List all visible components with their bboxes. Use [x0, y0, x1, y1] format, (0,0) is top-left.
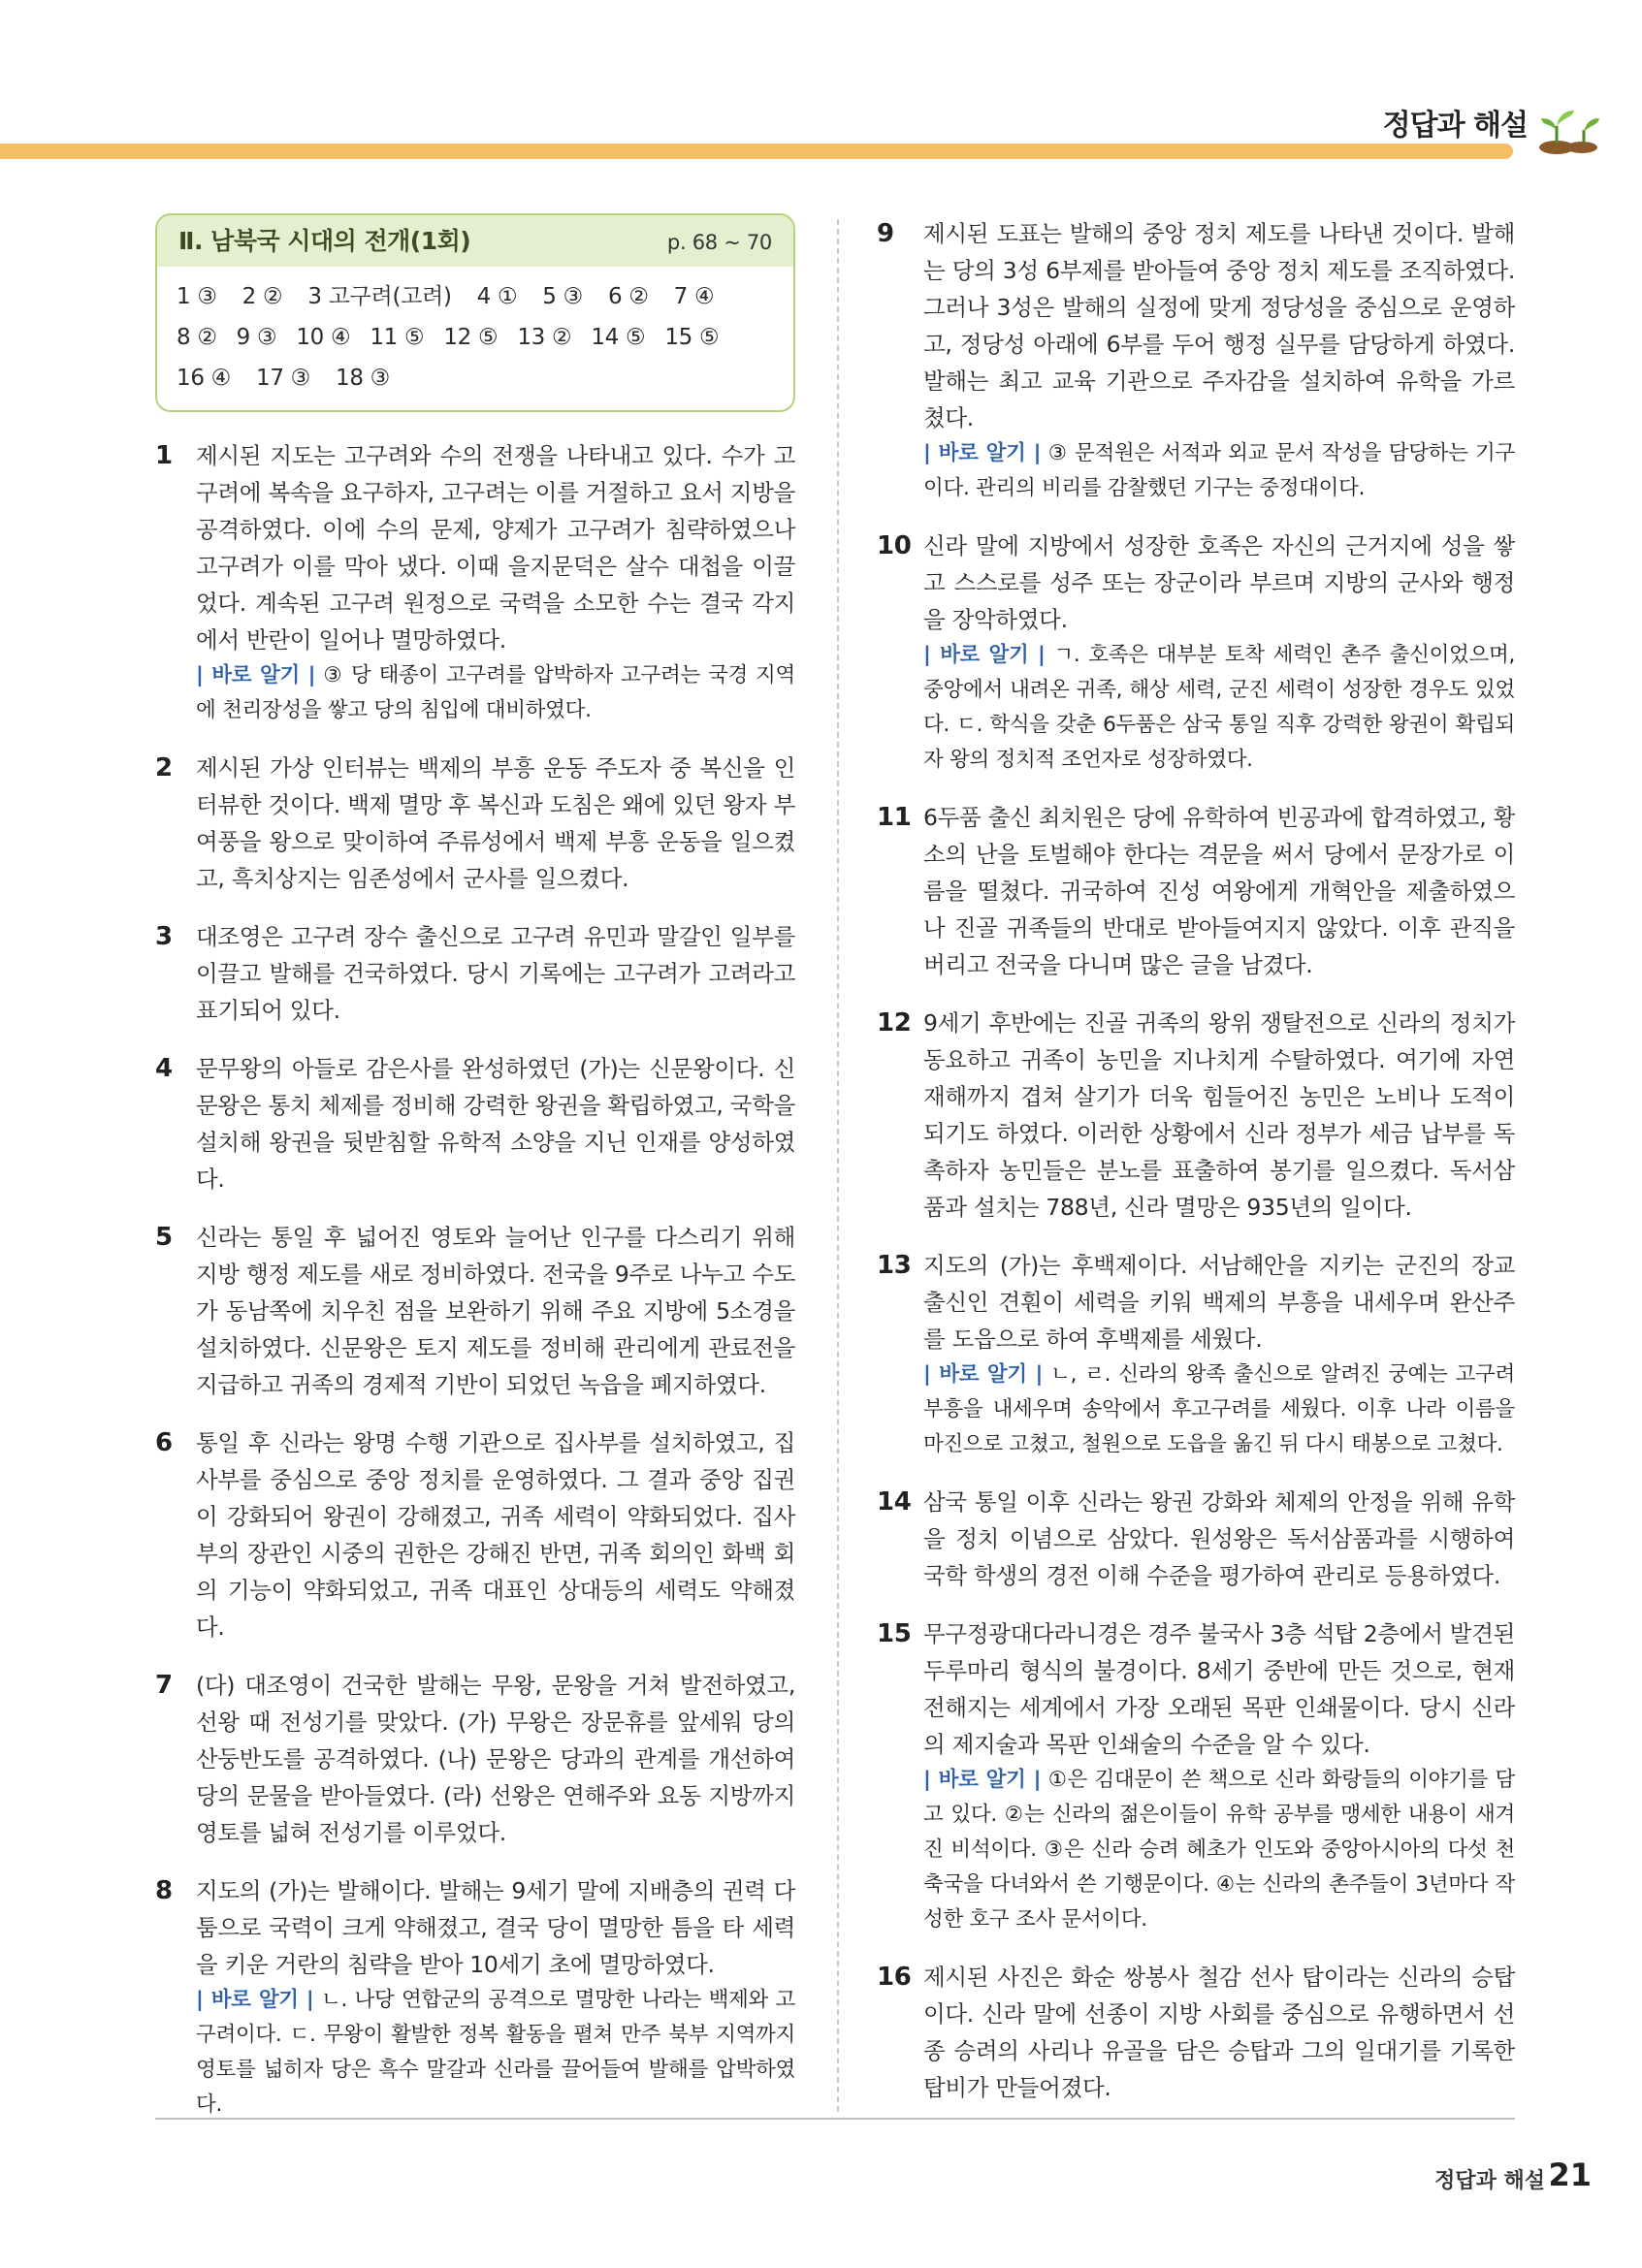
explanation-item — [879, 1484, 1515, 1594]
tip-text: ㄴ. 나당 연합군의 공격으로 멸망한 나라는 백제와 고구려이다. ㄷ. 무왕이 활발한 정복 활동을 펼쳐 만주 북부 지역까지 영토를 넓히자 당은 흑수 말갈과 신라를 끌어들여 발해를 압박하였다. — [196, 1988, 795, 2117]
answer: 3 고구려(고려) — [307, 284, 452, 309]
footer-label: 정답과 해설 — [1434, 2169, 1545, 2193]
tip-label: | 바로 알기 | — [196, 1988, 314, 2012]
sprout-icon — [1535, 97, 1603, 155]
item-number: 10 — [877, 531, 912, 560]
item-number: 11 — [877, 803, 912, 832]
answer-row — [177, 276, 774, 317]
answer: 11 ⑤ — [370, 325, 425, 350]
item-text: 문무왕의 아들로 감은사를 완성하였던 (가)는 신문왕이다. 신문왕은 통치 체제를 정비해 강력한 왕권을 확립하였고, 국학을 설치해 왕권을 뒷받침할 유학적 소양을 지닌 인재를 양성하였다. — [196, 1055, 795, 1193]
answer: 18 ③ — [336, 366, 390, 391]
item-number: 5 — [155, 1223, 173, 1252]
item-number: 3 — [155, 922, 173, 951]
item-text: 무구정광대다라니경은 경주 불국사 3층 석탑 2층에서 발견된 두루마리 형식의 불경이다. 8세기 중반에 만든 것으로, 현재 전해지는 세계에서 가장 오래된 목판 인쇄물이다. 당시 신라의 제지술과 목판 인쇄술의 수준을 알 수 있다. — [923, 1620, 1515, 1758]
item-text: 대조영은 고구려 장수 출신으로 고구려 유민과 말갈인 일부를 이끌고 발해를 건국하였다. 당시 기록에는 고구려가 고려라고 표기되어 있다. — [196, 923, 795, 1024]
left-column — [155, 213, 795, 2144]
tip-text: ㄴ, ㄹ. 신라의 왕족 출신으로 알려진 궁예는 고구려 부흥을 내세우며 송악에서 후고구려를 세웠다. 이후 나라 이름을 마진으로 고쳤고, 철원으로 도읍을 옮긴 뒤 다시 태봉으로 고쳤다. — [923, 1362, 1515, 1456]
item-number: 15 — [877, 1619, 912, 1648]
tip-label: | 바로 알기 | — [923, 1768, 1042, 1792]
answer: 10 ④ — [296, 325, 351, 350]
explanation-item — [155, 1667, 795, 1851]
item-text: 통일 후 신라는 왕명 수행 기관으로 집사부를 설치하였고, 집사부를 중심으로 중앙 정치를 운영하였다. 그 결과 중앙 집권이 강화되어 왕권이 강해졌고, 귀족 세력이 약화되었다. 집사부의 장관인 시중의 권한은 강해진 반면, 귀족 회의인 화백 회의 기능이 약화되었고, 귀족 대표인 상대등의 세력도 약해졌다. — [196, 1429, 795, 1641]
answer: 13 ② — [517, 325, 572, 350]
item-number: 13 — [877, 1251, 912, 1280]
item-tip — [923, 436, 1515, 506]
item-text: 9세기 후반에는 진골 귀족의 왕위 쟁탈전으로 신라의 정치가 동요하고 귀족이 농민을 지나치게 수탈하였다. 여기에 자연재해까지 겹쳐 살기가 더욱 힘들어진 농민은 노비나 도적이 되기도 하였다. 이러한 상황에서 신라 정부가 세금 납부를 독촉하자 농민들은 분노를 표출하여 봉기를 일으켰다. 독서삼품과 설치는 788년, 신라 멸망은 935년의 일이다. — [923, 1009, 1515, 1221]
item-text: 제시된 도표는 발해의 중앙 정치 제도를 나타낸 것이다. 발해는 당의 3성 6부제를 받아들여 중앙 정치 제도를 조직하였다. 그러나 3성은 발해의 실정에 맞게 정당성을 중심으로 운영하고, 정당성 아래에 6부를 두어 행정 실무를 담당하게 하였다. 발해는 최고 교육 기관으로 주자감을 설치하여 유학을 가르쳤다. — [923, 220, 1515, 431]
explanation-item — [155, 918, 795, 1029]
item-text: 신라 말에 지방에서 성장한 호족은 자신의 근거지에 성을 쌓고 스스로를 성주 또는 장군이라 부르며 지방의 군사와 행정을 장악하였다. — [923, 532, 1515, 633]
answer: 8 ② — [177, 325, 217, 350]
explanation-item — [879, 1959, 1515, 2106]
item-text: 제시된 지도는 고구려와 수의 전쟁을 나타내고 있다. 수가 고구려에 복속을 요구하자, 고구려는 이를 거절하고 요서 지방을 공격하였다. 이에 수의 문제, 양제가 고구려가 침략하였으나 고구려가 이를 막아 냈다. 이때 을지문덕은 살수 대첩을 이끌었다. 계속된 고구려 원정으로 국력을 소모한 수는 결국 각지에서 반란이 일어나 멸망하였다. — [196, 442, 795, 654]
tip-text: ③ 당 태종이 고구려를 압박하자 고구려는 국경 지역에 천리장성을 쌓고 당의 침입에 대비하였다. — [196, 663, 795, 722]
answer: 14 ⑤ — [591, 325, 646, 350]
header-title: 정답과 해설 — [1382, 109, 1528, 143]
column-divider — [837, 219, 839, 2112]
tip-text: ㄱ. 호족은 대부분 토착 세력인 촌주 출신이었으며, 중앙에서 내려온 귀족, 해상 세력, 군진 세력이 성장한 경우도 있었다. ㄷ. 학식을 갖춘 6두품은 삼국 통일 직후 강력한 왕권이 확립되자 왕의 정치적 조언자로 성장하였다. — [923, 643, 1515, 772]
right-column — [879, 215, 1515, 2127]
tip-text: ①은 김대문이 쓴 책으로 신라 화랑들의 이야기를 담고 있다. ②는 신라의 젊은이들이 유학 공부를 맹세한 내용이 새겨진 비석이다. ③은 신라 승려 혜초가 인도와 중앙아시아의 다섯 천축국을 다녀와서 쓴 기행문이다. ④는 신라의 촌주들이 3년마다 작성한 호구 조사 문서이다. — [923, 1768, 1515, 1932]
item-text: 지도의 (가)는 발해이다. 발해는 9세기 말에 지배층의 권력 다툼으로 국력이 크게 약해졌고, 결국 당이 멸망한 틈을 타 세력을 키운 거란의 침략을 받아 10세기 초에 멸망하였다. — [196, 1877, 795, 1978]
answer-row — [177, 358, 774, 399]
page-number: 21 — [1548, 2156, 1592, 2193]
item-number: 2 — [155, 753, 173, 783]
explanation-item — [879, 1247, 1515, 1462]
answer: 4 ① — [476, 284, 518, 309]
item-number: 1 — [155, 441, 173, 470]
item-number: 16 — [877, 1963, 912, 1992]
item-text: 삼국 통일 이후 신라는 왕권 강화와 체제의 안정을 위해 유학을 정치 이념으로 삼았다. 원성왕은 독서삼품과를 시행하여 국학 학생의 경전 이해 수준을 평가하여 관리로 등용하였다. — [923, 1488, 1515, 1589]
explanation-item — [155, 437, 795, 728]
explanation-item — [879, 1615, 1515, 1937]
footer-divider — [155, 2118, 1515, 2120]
explanation-item — [155, 1219, 795, 1403]
tip-label: | 바로 알기 | — [196, 663, 316, 687]
item-text: 제시된 사진은 화순 쌍봉사 철감 선사 탑이라는 신라의 승탑이다. 신라 말에 선종이 지방 사회를 중심으로 유행하면서 선종 승려의 사리나 유골을 담은 승탑과 그의 일대기를 기록한 탑비가 만들어졌다. — [923, 1964, 1515, 2101]
tip-label: | 바로 알기 | — [923, 1362, 1044, 1387]
explanation-item — [155, 1424, 795, 1645]
item-number: 14 — [877, 1487, 912, 1517]
answer: 7 ④ — [673, 284, 715, 309]
tip-text: ③ 문적원은 서적과 외교 문서 작성을 담당하는 기구이다. 관리의 비리를 감찰했던 기구는 중정대이다. — [923, 441, 1515, 500]
item-text: 지도의 (가)는 후백제이다. 서남해안을 지키는 군진의 장교 출신인 견훤이 세력을 키워 백제의 부흥을 내세우며 완산주를 도읍으로 하여 후백제를 세웠다. — [923, 1252, 1515, 1353]
answer-key-title: Ⅱ. 남북국 시대의 전개(1회) — [178, 227, 471, 255]
item-number: 6 — [155, 1428, 173, 1457]
answer-key-header — [157, 215, 793, 267]
item-text: 신라는 통일 후 넓어진 영토와 늘어난 인구를 다스리기 위해 지방 행정 제도를 새로 정비하였다. 전국을 9주로 나누고 수도가 동남쪽에 치우친 점을 보완하기 위해 주요 지방에 5소경을 설치하였다. 신문왕은 토지 제도를 정비해 관리에게 관료전을 지급하고 귀족의 경제적 기반이 되었던 녹읍을 폐지하였다. — [196, 1224, 795, 1398]
tip-label: | 바로 알기 | — [923, 643, 1046, 667]
explanation-item — [879, 527, 1515, 778]
item-number: 7 — [155, 1671, 173, 1700]
item-tip — [923, 638, 1515, 778]
explanation-item — [879, 215, 1515, 506]
item-number: 12 — [877, 1008, 912, 1038]
item-text: (다) 대조영이 건국한 발해는 무왕, 문왕을 거쳐 발전하였고, 선왕 때 전성기를 맞았다. (가) 무왕은 장문휴를 앞세워 당의 산둥반도를 공격하였다. (나) 문왕은 당과의 관계를 개선하여 당의 문물을 받아들였다. (라) 선왕은 연해주와 요동 지방까지 영토를 넓혀 전성기를 이루었다. — [196, 1672, 795, 1846]
answer: 16 ④ — [177, 366, 231, 391]
item-tip — [196, 658, 795, 728]
answer-key-pages: p. 68 ~ 70 — [666, 231, 772, 254]
item-number: 9 — [877, 219, 894, 248]
answer-key-box — [155, 213, 795, 412]
answer: 5 ③ — [542, 284, 583, 309]
answer: 17 ③ — [256, 366, 310, 391]
explanation-item — [879, 799, 1515, 983]
answer: 12 ⑤ — [443, 325, 499, 350]
answer: 1 ③ — [177, 284, 217, 309]
answer: 6 ② — [607, 284, 649, 309]
item-tip — [923, 1763, 1515, 1937]
answer: 9 ③ — [236, 325, 277, 350]
answer-key-body — [157, 267, 793, 410]
item-tip — [923, 1358, 1515, 1462]
item-text: 제시된 가상 인터뷰는 백제의 부흥 운동 주도자 중 복신을 인터뷰한 것이다. 백제 멸망 후 복신과 도침은 왜에 있던 왕자 부여풍을 왕으로 맞이하여 주류성에서 백제 부흥 운동을 일으켰고, 흑치상지는 임존성에서 군사를 일으켰다. — [196, 754, 795, 892]
item-text: 6두품 출신 최치원은 당에 유학하여 빈공과에 합격하였고, 황소의 난을 토벌해야 한다는 격문을 써서 당에서 문장가로 이름을 떨쳤다. 귀국하여 진성 여왕에게 개혁안을 제출하였으나 진골 귀족들의 반대로 받아들여지지 않았다. 이후 관직을 버리고 전국을 다니며 많은 글을 남겼다. — [923, 804, 1515, 978]
tip-label: | 바로 알기 | — [923, 441, 1042, 465]
item-number: 8 — [155, 1876, 173, 1905]
header-accent-bar — [0, 144, 1513, 159]
explanation-item — [155, 1050, 795, 1198]
explanation-item — [155, 750, 795, 897]
item-tip — [196, 1983, 795, 2123]
answer-row — [177, 317, 774, 358]
explanation-item — [155, 1872, 795, 2123]
answer: 15 ⑤ — [664, 325, 720, 350]
explanation-item — [879, 1005, 1515, 1226]
item-number: 4 — [155, 1054, 173, 1083]
answer: 2 ② — [241, 284, 283, 309]
